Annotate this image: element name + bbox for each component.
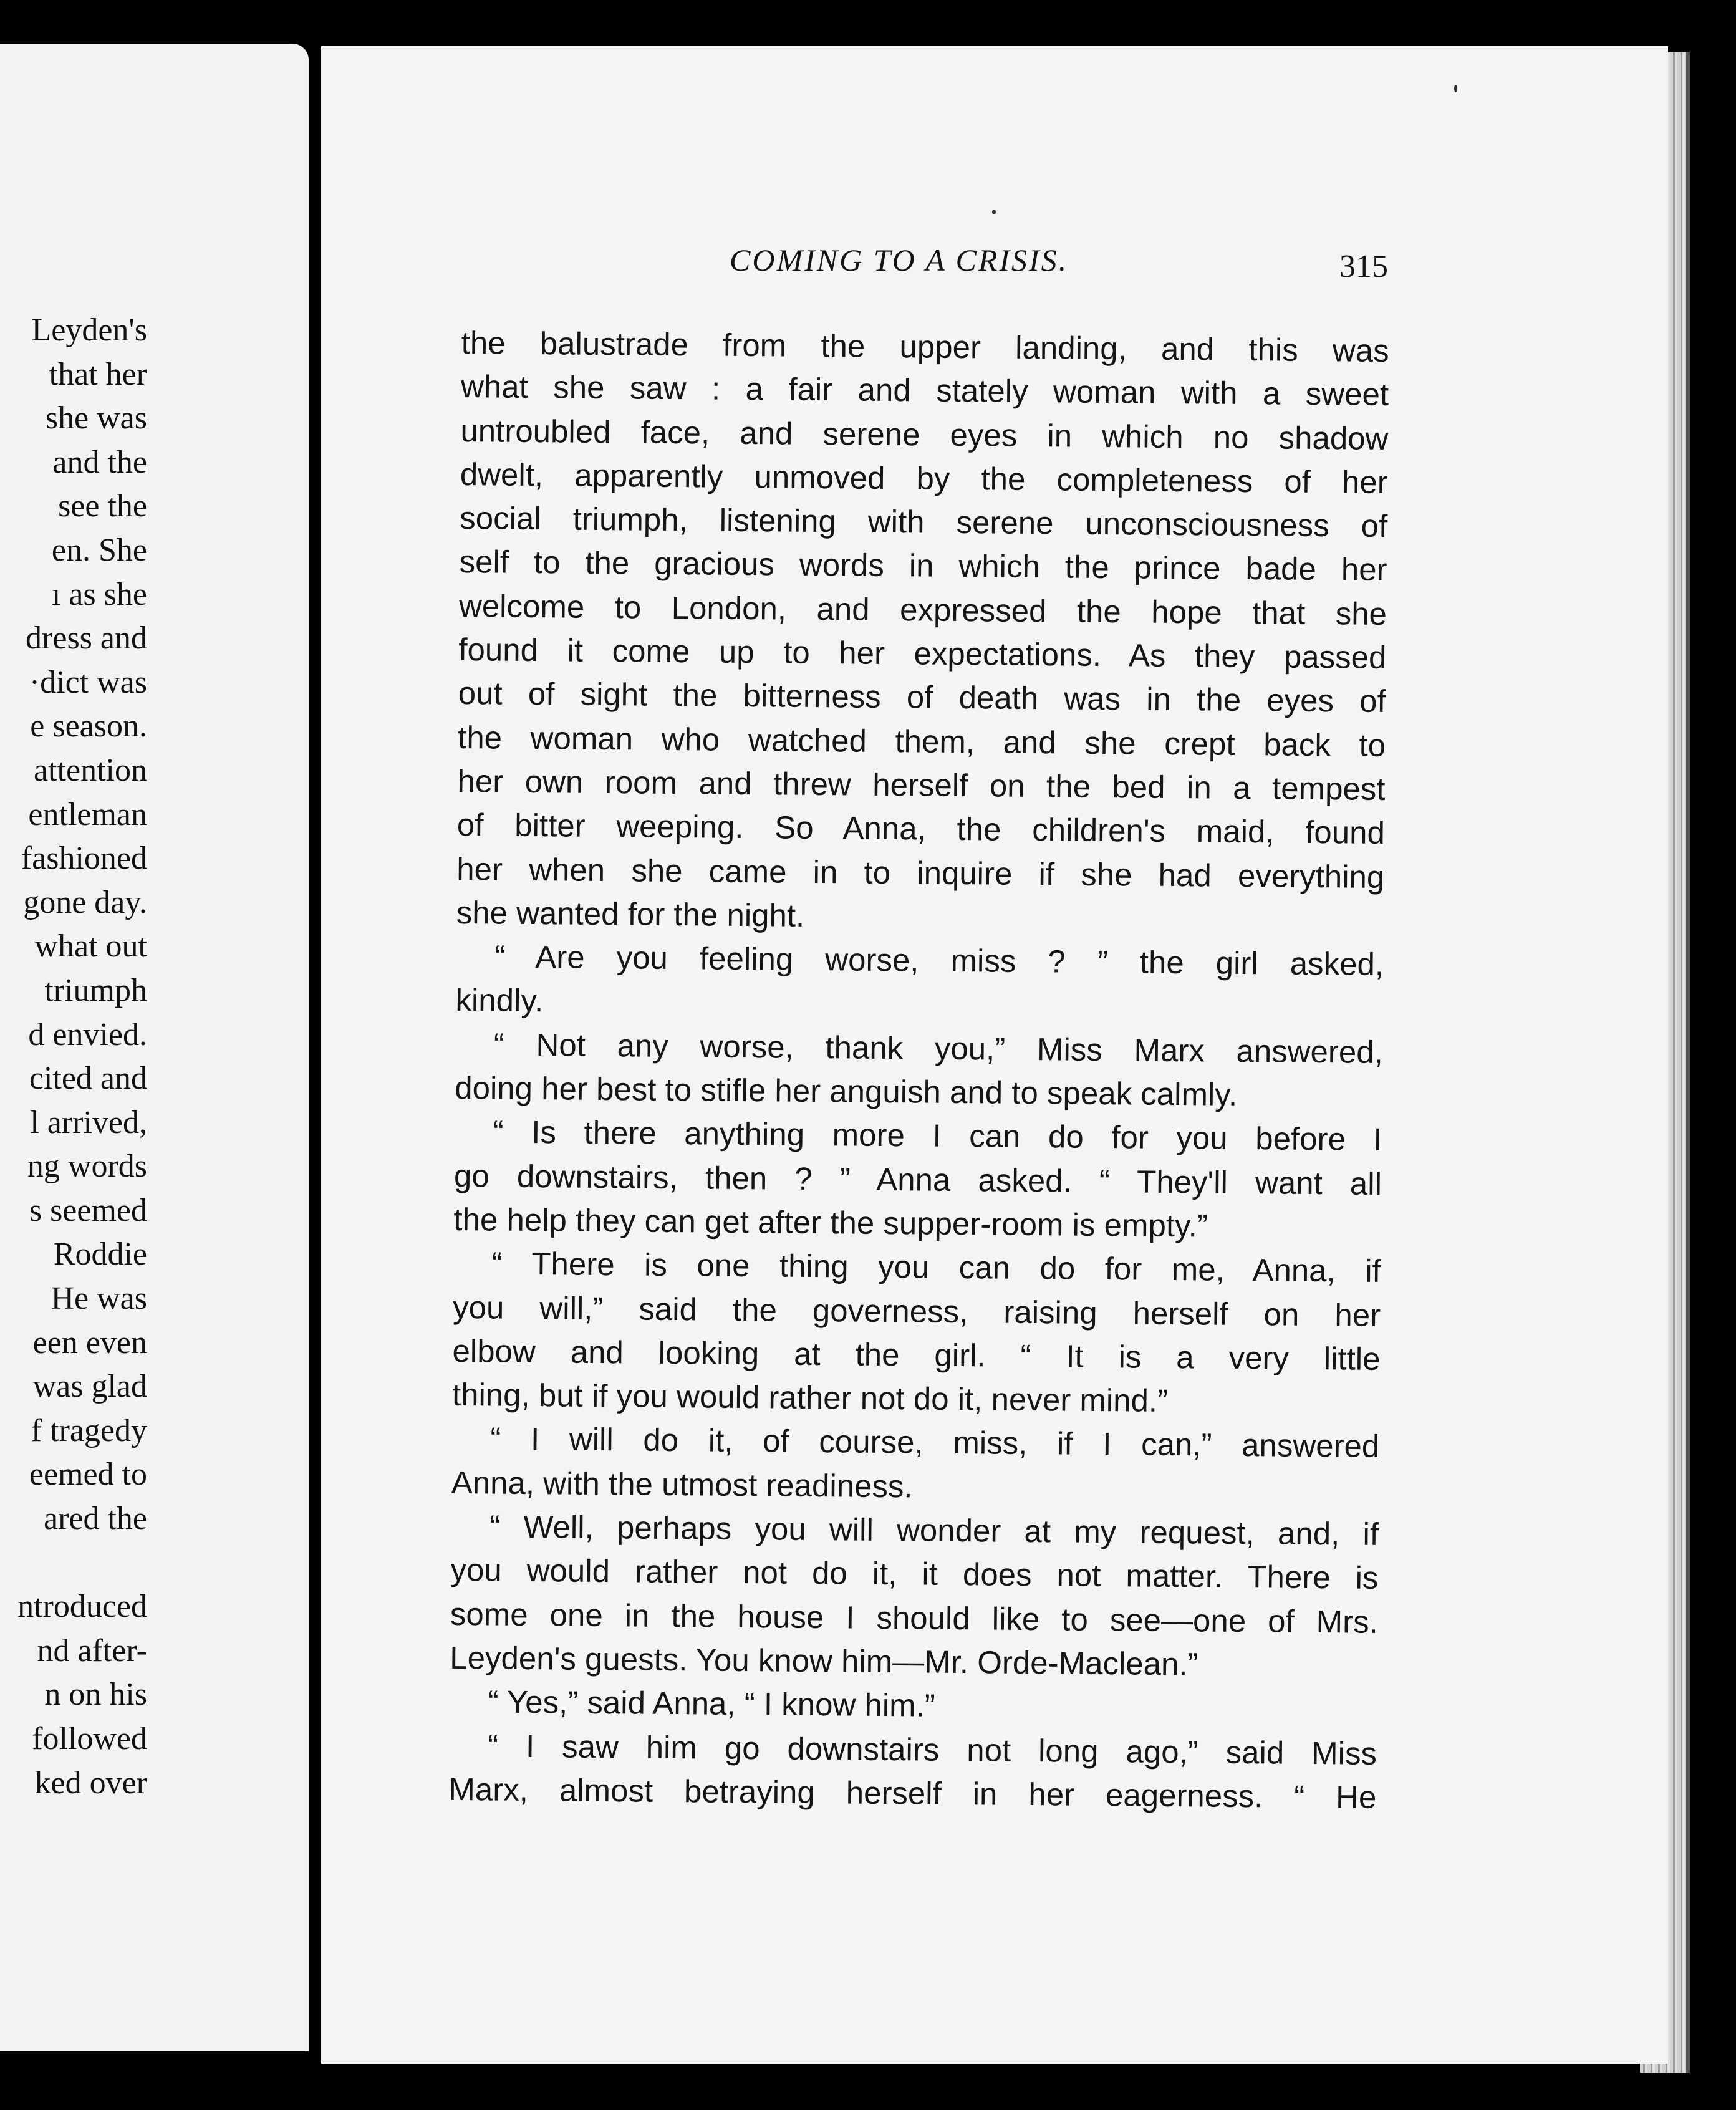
left-line: see the: [58, 488, 147, 524]
left-line: ·dict was: [29, 664, 147, 700]
left-line: Leyden's: [31, 312, 147, 348]
text-line: dwelt, apparently unmoved by the completeness of her: [460, 456, 1389, 500]
left-line: ared the: [43, 1501, 147, 1537]
left-line: ntroduced: [17, 1589, 147, 1625]
left-line: He was: [51, 1281, 147, 1317]
text-line: her own room and threw herself on the bed in a tempest: [457, 763, 1386, 807]
text-line: you would rather not do it, it does not matter. There is: [450, 1552, 1379, 1596]
left-line: l arrived,: [30, 1104, 147, 1140]
text-line: kindly.: [455, 982, 544, 1019]
left-line: dress and: [26, 620, 147, 657]
text-line: “ I will do it, of course, miss, if I can,” answered: [490, 1420, 1380, 1465]
page-number: 315: [1339, 249, 1388, 284]
left-page-text: [0, 309, 147, 1805]
left-line: nd after-: [37, 1632, 147, 1669]
text-line: “ Is there anything more I can do for you before I: [493, 1114, 1382, 1158]
left-line: attention: [34, 752, 147, 788]
text-line: what she saw : a fair and stately woman with a sweet: [460, 369, 1389, 413]
left-line: [0, 1541, 147, 1586]
text-line: the woman who watched them, and she crept back to: [457, 719, 1386, 763]
text-line: Marx, almost betraying herself in her eagerness. “ He: [448, 1771, 1377, 1815]
left-line: ng words: [27, 1149, 147, 1185]
left-line: ı as she: [51, 576, 147, 612]
print-speck: [992, 210, 996, 214]
left-line: d envied.: [28, 1016, 147, 1053]
left-line: and the: [52, 444, 147, 480]
left-line: she was: [45, 400, 147, 436]
left-line: f tragedy: [31, 1412, 147, 1448]
left-line: en. She: [51, 532, 147, 568]
left-line: gone day.: [23, 884, 147, 920]
left-line: followed: [32, 1721, 147, 1756]
text-line: social triumph, listening with serene unconsciousness of: [459, 500, 1388, 544]
left-line: cited and: [29, 1061, 147, 1097]
text-line: her when she came in to inquire if she had everything: [456, 850, 1385, 895]
left-line: was glad: [32, 1369, 147, 1405]
text-line: self to the gracious words in which the prince bade her: [459, 544, 1387, 588]
text-line: “ Well, perhaps you will wonder at my request, and, if: [489, 1508, 1379, 1552]
text-line: the balustrade from the upper landing, and this was: [461, 324, 1389, 369]
text-line: “ I saw him go downstairs not long ago,” said Miss: [487, 1727, 1377, 1771]
text-line: “ Not any worse, thank you,” Miss Marx answered,: [493, 1026, 1384, 1070]
text-line: out of sight the bitterness of death was in the eyes of: [458, 675, 1386, 720]
left-line: een even: [32, 1324, 147, 1361]
text-line: “ Are you feeling worse, miss ? ” the girl asked,: [494, 938, 1384, 983]
text-line: found it come up to her expectations. As they passed: [458, 632, 1387, 676]
left-line: that her: [49, 356, 147, 392]
text-line: of bitter weeping. So Anna, the children's maid, found: [456, 807, 1386, 851]
text-line: thing, but if you would rather not do it, never mind.”: [451, 1377, 1169, 1419]
text-line: “ There is one thing you can do for me, Anna, if: [491, 1245, 1382, 1289]
text-line: Anna, with the utmost readiness.: [451, 1464, 913, 1505]
text-line: Leyden's guests. You know him—Mr. Orde-Maclean.”: [450, 1639, 1198, 1682]
print-speck: [1454, 85, 1457, 92]
text-line: untroubled face, and serene eyes in which no shadow: [460, 412, 1389, 456]
left-line: e season.: [30, 708, 147, 744]
left-line: s seemed: [29, 1192, 147, 1228]
text-line: doing her best to stifle her anguish and to speak calmly.: [455, 1070, 1238, 1112]
text-line: go downstairs, then ? ” Anna asked. “ They'll want all: [453, 1157, 1382, 1202]
text-line: the help they can get after the supper-room is empty.”: [453, 1201, 1208, 1244]
left-line: entleman: [28, 796, 147, 832]
body-text: [448, 321, 1397, 1819]
left-line: Roddie: [53, 1236, 147, 1273]
left-line: n on his: [44, 1677, 147, 1713]
left-page: [0, 44, 309, 2051]
text-line: elbow and looking at the girl. “ It is a very little: [452, 1332, 1381, 1377]
left-line: fashioned: [21, 841, 147, 877]
left-line: eemed to: [29, 1457, 147, 1493]
text-line: some one in the house I should like to see—one of Mrs.: [450, 1596, 1379, 1640]
text-line: “ Yes,” said Anna, “ I know him.”: [488, 1684, 936, 1723]
text-line: welcome to London, and expressed the hope that she: [458, 587, 1387, 632]
left-line: triumph: [44, 972, 147, 1008]
text-line: she wanted for the night.: [456, 894, 805, 933]
left-line: what out: [34, 928, 147, 965]
book-gutter: [309, 44, 321, 2051]
running-head: COMING TO A CRISIS.: [730, 243, 1069, 277]
left-line: ked over: [34, 1765, 147, 1801]
text-line: you will,” said the governess, raising herself on her: [452, 1289, 1381, 1333]
